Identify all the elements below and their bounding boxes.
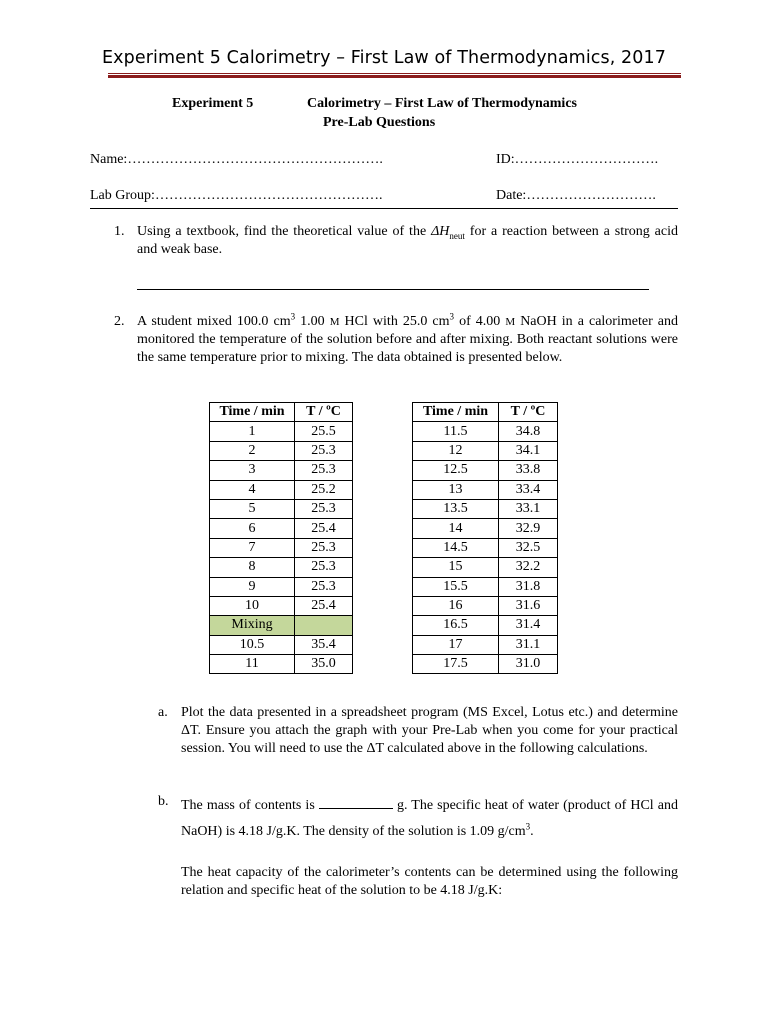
cell-time: 11.5 <box>413 422 499 441</box>
cell-time: 10 <box>210 596 295 615</box>
cell-temp: 31.0 <box>499 655 558 674</box>
table-gap <box>353 596 413 615</box>
q1-text: Using a textbook, find the theoretical value of the $\Delta H_{neut}$ for a reaction between a strong acid and weak base. <box>137 224 678 257</box>
cell-time: 1 <box>210 422 295 441</box>
cell-time: 17 <box>413 635 499 654</box>
date-dots: ………………………. <box>526 188 656 203</box>
header-rule-thin <box>108 73 681 74</box>
id-label: ID: <box>496 152 515 167</box>
table-gap <box>353 422 413 441</box>
table-gap <box>353 403 413 422</box>
cell-time: 7 <box>210 538 295 557</box>
table-gap <box>353 538 413 557</box>
table-row <box>210 655 558 674</box>
experiment-title: Calorimetry – First Law of Thermodynamics <box>307 96 577 111</box>
table-gap <box>353 519 413 538</box>
cell-temp: 25.3 <box>295 577 353 596</box>
name-dots: ………………………………………………. <box>127 152 383 167</box>
cell-time: 16 <box>413 596 499 615</box>
cell-time: 8 <box>210 558 295 577</box>
lab-group-field[interactable] <box>90 188 382 204</box>
cell-time: 2 <box>210 441 295 460</box>
experiment-label: Experiment 5 <box>172 96 254 111</box>
name-field[interactable] <box>90 152 383 168</box>
cell-time: 10.5 <box>210 635 295 654</box>
mass-blank[interactable] <box>319 796 393 809</box>
cell-time: 5 <box>210 499 295 518</box>
qb-heat-capacity-text: The heat capacity of the calorimeter’s contents can be determined using the following relation and specific heat of the solution to be 4.18 J/g.K: <box>181 865 678 898</box>
table-header-row <box>210 403 558 422</box>
cell-temp: 31.6 <box>499 596 558 615</box>
cell-time: 15.5 <box>413 577 499 596</box>
temperature-data-table <box>209 402 558 674</box>
cell-time: 11 <box>210 655 295 674</box>
table-gap <box>353 577 413 596</box>
lab-group-dots: …………………………………………. <box>154 188 383 203</box>
cell-temp: 32.2 <box>499 558 558 577</box>
table-gap <box>353 655 413 674</box>
cell-temp: 31.8 <box>499 577 558 596</box>
table-gap <box>353 635 413 654</box>
id-field[interactable] <box>496 152 658 168</box>
table-gap <box>353 616 413 635</box>
cell-temp: 25.3 <box>295 441 353 460</box>
table-header-temp: T / ºC <box>295 403 353 422</box>
cell-time: 16.5 <box>413 616 499 635</box>
table-row <box>210 558 558 577</box>
cell-temp: 25.2 <box>295 480 353 499</box>
table-row <box>210 499 558 518</box>
table-header-time: Time / min <box>210 403 295 422</box>
cell-time: 17.5 <box>413 655 499 674</box>
qb-text: The mass of contents is g. The specific heat of water (product of HCl and NaOH) is 4.18 J/g.K. The density of the solution is 1.09 $g/cm^3$. <box>181 798 678 839</box>
table-row <box>210 519 558 538</box>
table-row <box>210 422 558 441</box>
cell-temp: 32.9 <box>499 519 558 538</box>
cell-temp: 32.5 <box>499 538 558 557</box>
cell-time: 9 <box>210 577 295 596</box>
cell-temp: 33.1 <box>499 499 558 518</box>
table-row <box>210 577 558 596</box>
page-header-title: Experiment 5 Calorimetry – First Law of Thermodynamics, 2017 <box>102 48 666 68</box>
cell-temp: 25.3 <box>295 558 353 577</box>
date-label: Date: <box>496 188 527 203</box>
prelab-subtitle: Pre-Lab Questions <box>323 115 436 130</box>
cell-time: 6 <box>210 519 295 538</box>
cell-time: 12 <box>413 441 499 460</box>
fields-divider <box>90 208 678 209</box>
cell-time: 13.5 <box>413 499 499 518</box>
cell-temp: 25.4 <box>295 519 353 538</box>
lab-group-label: Lab Group: <box>90 188 155 203</box>
q1-number: 1. <box>114 224 125 239</box>
table-row <box>210 480 558 499</box>
qa-text: Plot the data presented in a spreadsheet program (MS Excel, Lotus etc.) and determine ΔT. Ensure you attach the graph with your Pre-Lab when you come for your practical session. You will need to use the ΔT calculated above in the following calculations. <box>181 705 678 756</box>
qa-letter: a. <box>158 705 168 720</box>
mixing-cell: Mixing <box>210 616 295 635</box>
table-header-time: Time / min <box>413 403 499 422</box>
table-gap <box>353 461 413 480</box>
cell-temp: 34.8 <box>499 422 558 441</box>
table-gap <box>353 480 413 499</box>
q2-text: A student mixed 100.0 $cm^3$ 1.00 M HCl with 25.0 $cm^3$ of 4.00 M NaOH in a calorimeter and monitored the temperature of the solution before and after mixing. Both reactant solutions were the same temperature prior to mixing. The data obtained is presented below. <box>137 311 678 365</box>
table-row <box>210 461 558 480</box>
cell-time: 14 <box>413 519 499 538</box>
cell-temp: 25.3 <box>295 538 353 557</box>
cell-temp: 31.4 <box>499 616 558 635</box>
qb-letter: b. <box>158 794 169 809</box>
q2-number: 2. <box>114 314 125 329</box>
date-field[interactable] <box>496 188 656 204</box>
table-row <box>210 538 558 557</box>
cell-time: 12.5 <box>413 461 499 480</box>
cell-temp: 25.4 <box>295 596 353 615</box>
cell-temp: 25.5 <box>295 422 353 441</box>
id-dots: …………………………. <box>514 152 659 167</box>
cell-temp: 33.4 <box>499 480 558 499</box>
header-rule-thick <box>108 75 681 78</box>
cell-temp: 25.3 <box>295 499 353 518</box>
table-row <box>210 596 558 615</box>
cell-temp: 35.4 <box>295 635 353 654</box>
cell-temp: 34.1 <box>499 441 558 460</box>
cell-temp: 35.0 <box>295 655 353 674</box>
table-gap <box>353 499 413 518</box>
table-row <box>210 635 558 654</box>
cell-time: 13 <box>413 480 499 499</box>
name-label: Name: <box>90 152 128 167</box>
mixing-cell <box>295 616 353 635</box>
table-row <box>210 441 558 460</box>
cell-temp: 31.1 <box>499 635 558 654</box>
cell-time: 14.5 <box>413 538 499 557</box>
q1-answer-line[interactable] <box>137 289 649 290</box>
cell-time: 15 <box>413 558 499 577</box>
cell-temp: 25.3 <box>295 461 353 480</box>
table-row <box>210 616 558 635</box>
cell-time: 3 <box>210 461 295 480</box>
cell-time: 4 <box>210 480 295 499</box>
table-header-temp: T / ºC <box>499 403 558 422</box>
cell-temp: 33.8 <box>499 461 558 480</box>
table-gap <box>353 441 413 460</box>
table-gap <box>353 558 413 577</box>
